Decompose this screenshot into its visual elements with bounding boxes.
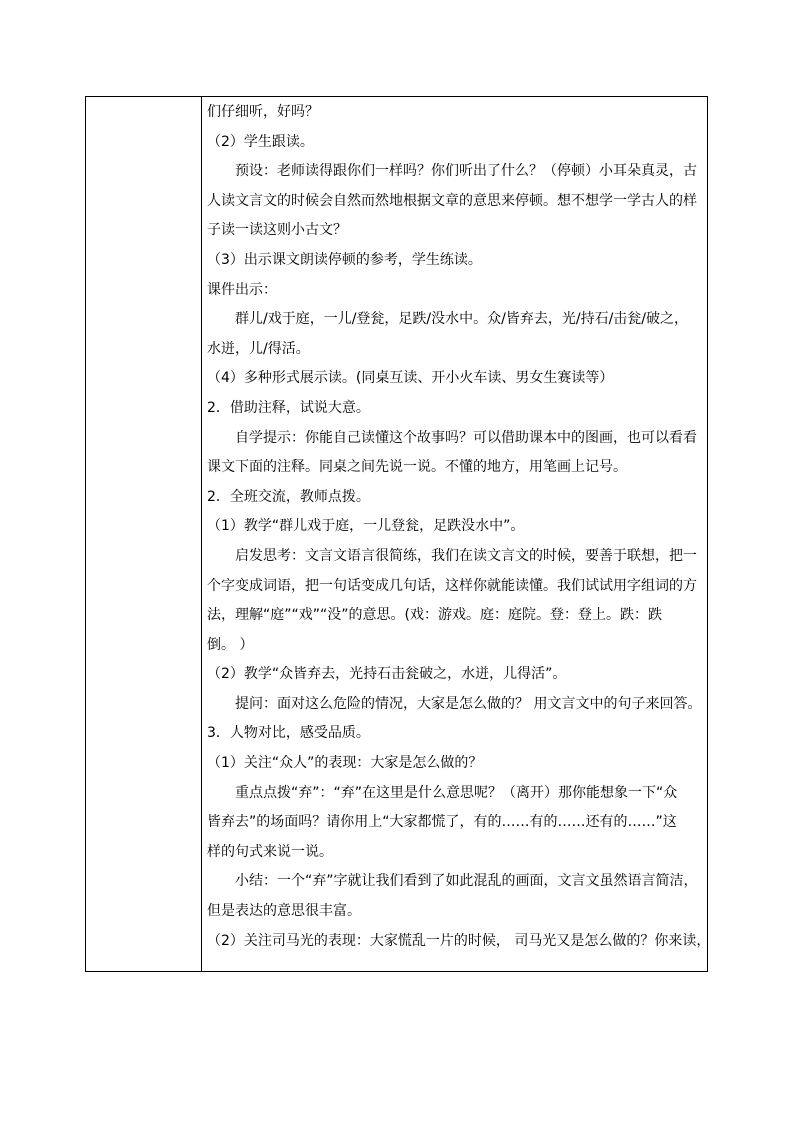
- section-heading: 2．借助注释，试说大意。: [207, 399, 370, 416]
- text-line: 群儿/戏于庭，一儿/登瓮，足跌/没水中。众/皆弃去，光/持石/击瓮/破之，: [235, 311, 689, 328]
- text-line: 重点点拨“弃”：“弃”在这里是什么意思呢？（离开）那你能想象一下“众: [235, 784, 678, 801]
- text-line: 课文下面的注释。同桌之间先说一说。不懂的地方，用笔画上记号。: [207, 459, 627, 476]
- text-line: 样的句式来说一说。: [207, 843, 333, 860]
- text-line: （2）教学“众皆弃去，光持石击瓮破之，水迸，儿得活”。: [207, 666, 567, 683]
- text-line: 提问：面对这么危险的情况，大家是怎么做的？ 用文言文中的句子来回答。: [235, 695, 702, 712]
- text-line: （3）出示课文朗读停顿的参考，学生练读。: [207, 251, 482, 268]
- text-line: 预设：老师读得跟你们一样吗？你们听出了什么？（停顿）小耳朵真灵，古: [235, 163, 697, 180]
- text-line: 们仔细听，好吗？: [207, 104, 319, 120]
- text-line: 个字变成词语，把一句话变成几句话，这样你就能读懂。我们试试用字组词的方: [207, 577, 697, 594]
- table-left-cell: [86, 97, 202, 971]
- text-line: 人读文言文的时候会自然而然地根据文章的意思来停顿。想不想学一学古人的样: [207, 192, 697, 209]
- text-line: 但是表达的意思很丰富。: [207, 903, 361, 920]
- text-line: （4）多种形式展示读。(同桌互读、开小火车读、男女生赛读等）: [207, 370, 614, 387]
- table-content-cell: [202, 97, 716, 971]
- text-line: （2）关注司马光的表现：大家慌乱一片的时候， 司马光又是怎么做的？你来读，: [207, 932, 711, 949]
- text-line: 法，理解“庭”“戏”“没”的意思。(戏：游戏。庭：庭院。登：登上。跌：跌: [207, 607, 662, 624]
- text-line: 启发思考：文言文语言很简练，我们在读文言文的时候，要善于联想，把一: [235, 547, 697, 564]
- text-line: （1）教学“群儿戏于庭，一儿登瓮，足跌没水中”。: [207, 518, 525, 535]
- section-heading: 3．人物对比，感受品质。: [207, 725, 370, 742]
- text-line: 课件出示：: [207, 281, 277, 298]
- text-line: 自学提示：你能自己读懂这个故事吗？可以借助课本中的图画，也可以看看: [235, 429, 697, 446]
- text-line: 子读一读这则小古文？: [207, 222, 347, 239]
- text-line: 倒。 ）: [207, 636, 254, 653]
- text-line: 水迸，儿/得活。: [207, 340, 310, 357]
- section-heading: 2．全班交流，教师点拨。: [207, 488, 370, 505]
- text-line: 皆弃去”的场面吗？请你用上“大家都慌了，有的……有的……还有的……”这: [207, 814, 677, 831]
- text-line: （1）关注“众人”的表现：大家是怎么做的？: [207, 755, 483, 772]
- text-line: 小结：一个“弃”字就让我们看到了如此混乱的画面，文言文虽然语言简洁，: [235, 873, 698, 890]
- text-line: （2）学生跟读。: [207, 133, 314, 150]
- lesson-plan-table: [85, 96, 711, 972]
